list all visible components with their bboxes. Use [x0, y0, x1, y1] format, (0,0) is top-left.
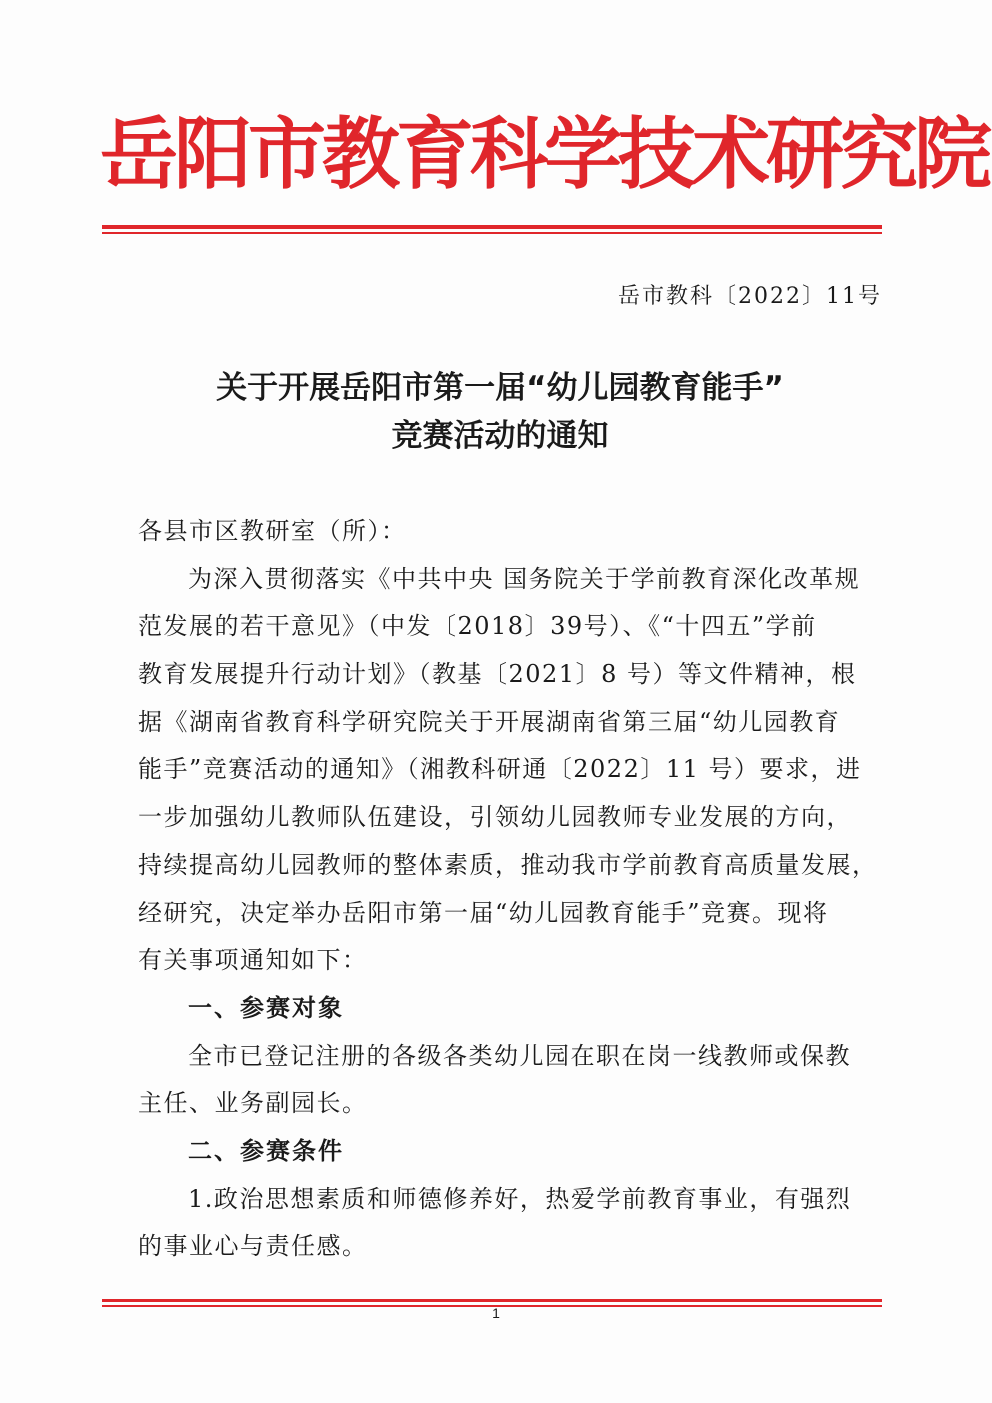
red-rule-top [102, 225, 882, 229]
paragraph-line: 为深入贯彻落实《中共中央 国务院关于学前教育深化改革规 [188, 564, 861, 593]
paragraph-line: 一步加强幼儿教师队伍建设，引领幼儿园教师专业发展的方向， [138, 803, 852, 832]
section-heading-conditions: 二、参赛条件 [188, 1136, 344, 1165]
paragraph-line: 经研究，决定举办岳阳市第一届“幼儿园教育能手”竞赛。现将 [138, 898, 829, 927]
paragraph-line: 的事业心与责任感。 [138, 1232, 368, 1261]
paragraph-line: 教育发展提升行动计划》（教基〔2021〕8 号）等文件精神，根 [138, 660, 857, 689]
document-number: 岳市教科〔2022〕11号 [618, 284, 882, 309]
document-body [138, 508, 892, 1271]
document-title-line-2: 竞赛活动的通知 [391, 418, 609, 454]
paragraph-line: 能手”竞赛活动的通知》（湘教科研通〔2022〕11 号）要求，进 [138, 755, 862, 784]
org-masthead: 岳阳市教育科学技术研究院 [100, 109, 989, 200]
paragraph-line: 1.政治思想素质和师德修养好，热爱学前教育事业，有强烈 [188, 1184, 852, 1213]
red-rule-bottom [102, 1299, 882, 1302]
paragraph-line: 主任、业务副园长。 [138, 1089, 368, 1118]
paragraph-line: 有关事项通知如下： [138, 946, 368, 975]
red-rule-top-thin [102, 232, 882, 234]
page-number: 1 [492, 1305, 500, 1321]
paragraph-line: 据《湖南省教育科学研究院关于开展湖南省第三届“幼儿园教育 [138, 707, 841, 736]
section-heading-participants: 一、参赛对象 [188, 993, 344, 1022]
paragraph-line: 全市已登记注册的各级各类幼儿园在职在岗一线教师或保教 [188, 1041, 851, 1070]
salutation: 各县市区教研室（所）： [138, 517, 407, 545]
paragraph-line: 范发展的若干意见》（中发〔2018〕39号）、《“十四五”学前 [138, 612, 817, 641]
document-title-line-1: 关于开展岳阳市第一届“幼儿园教育能手” [216, 370, 784, 406]
paragraph-line: 持续提高幼儿园教师的整体素质，推动我市学前教育高质量发展， [138, 850, 878, 879]
